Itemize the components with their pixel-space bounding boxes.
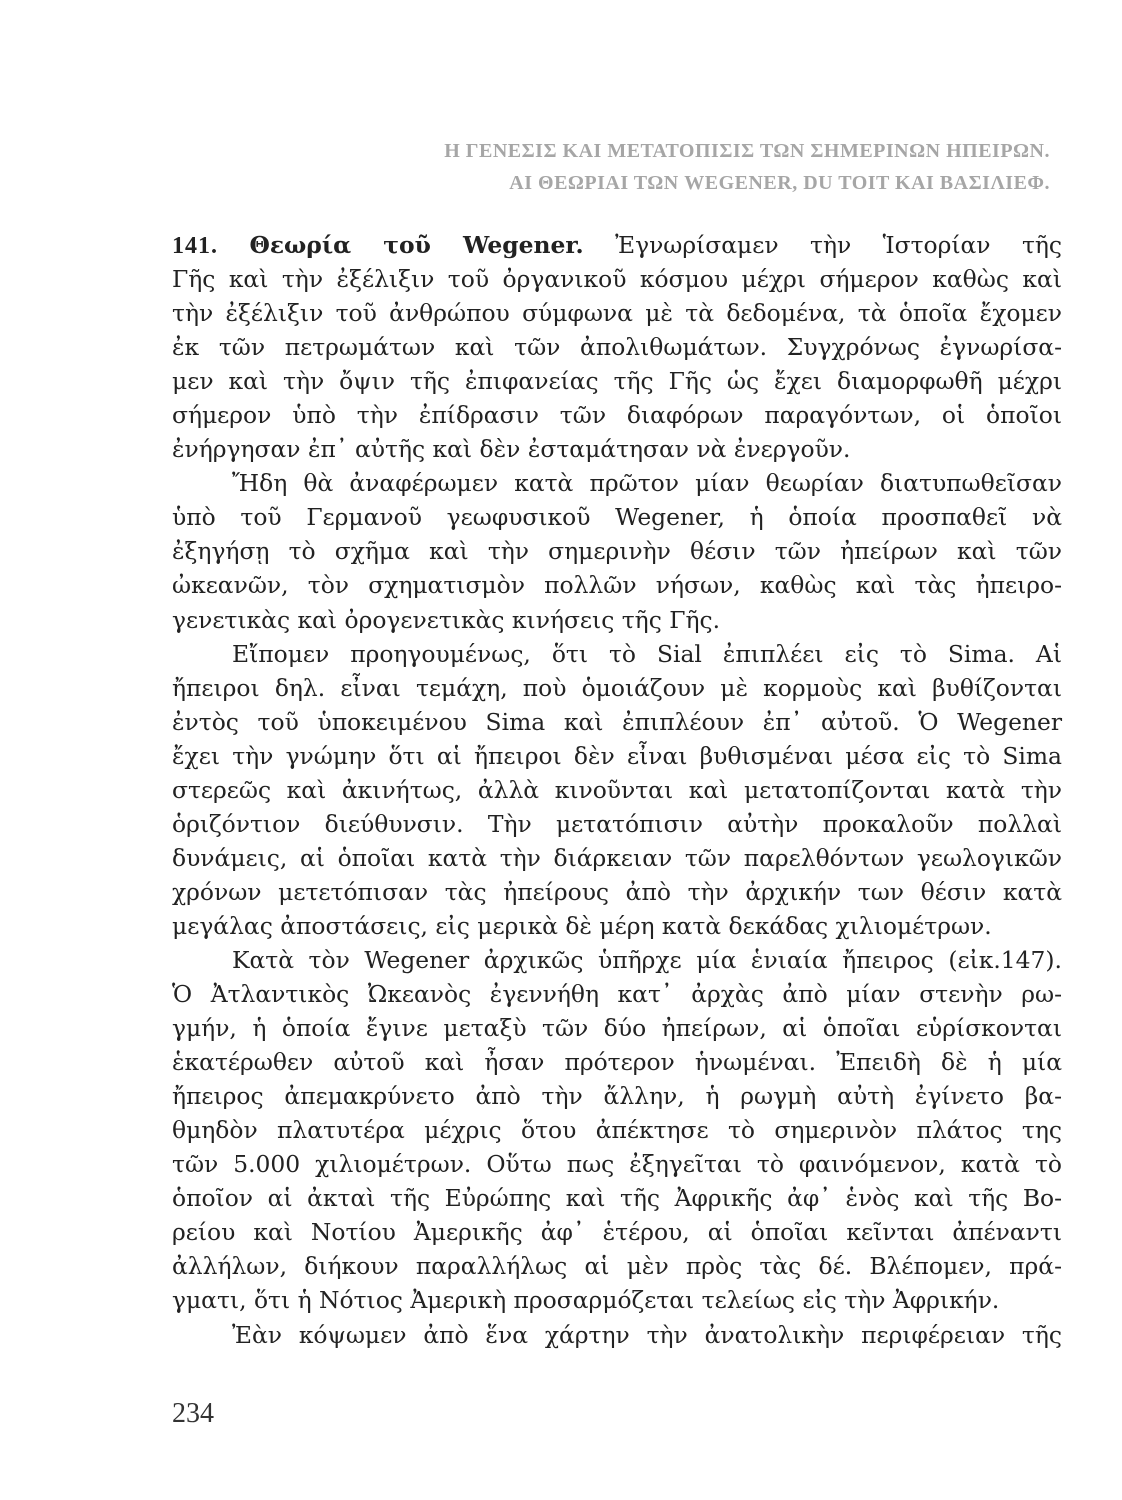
text-line: ἀλλήλων, διήκουν παραλλήλως αἱ μὲν πρὸς τὰς δέ. Βλέπομεν, πρά- (172, 1252, 1062, 1281)
text-line: ὁριζόντιον διεύθυνσιν. Τὴν μετατόπισιν αὐτὴν προκαλοῦν πολλαὶ (172, 809, 1062, 838)
text-line (172, 228, 1062, 262)
text-line: ἐξηγήσῃ τὸ σχῆμα καὶ τὴν σημερινὴν θέσιν τῶν ἠπείρων καὶ τῶν (172, 537, 1062, 566)
chapter-heading-line-1: Η ΓΕΝΕΣΙΣ ΚΑΙ ΜΕΤΑΤΟΠΙΣΙΣ ΤΩΝ ΣΗΜΕΡΙΝΩΝ ΗΠΕΙΡΩΝ. (444, 140, 1050, 162)
text-line: ἐνήργησαν ἐπ᾽ αὐτῆς καὶ δὲν ἐσταμάτησαν νὰ ἐνεργοῦν. (172, 435, 851, 464)
text-line: δυνάμεις, αἱ ὁποῖαι κατὰ τὴν διάρκειαν τῶν παρελθόντων γεωλογικῶν (172, 843, 1062, 872)
page-number: 234 (172, 1398, 214, 1429)
text-line: Εἴπομεν προηγουμένως, ὅτι τὸ Sial ἐπιπλέει εἰς τὸ Sima. Αἱ (232, 639, 1062, 668)
text-line: Ὁ Ἀτλαντικὸς Ὠκεανὸς ἐγεννήθη κατ᾽ ἀρχὰς ἀπὸ μίαν στενὴν ρω- (172, 980, 1062, 1009)
text-line: Κατὰ τὸν Wegener ἀρχικῶς ὑπῆρχε μία ἑνιαία ἤπειρος (εἰκ.147). (232, 945, 1062, 974)
text-line: μεγάλας ἀποστάσεις, εἰς μερικὰ δὲ μέρη κατὰ δεκάδας χιλιομέτρων. (172, 911, 992, 940)
text-line: ἐντὸς τοῦ ὑποκειμένου Sima καὶ ἐπιπλέουν ἐπ᾽ αὐτοῦ. Ὁ Wegener (172, 707, 1062, 736)
line-text: Ἐγνωρίσαμεν τὴν Ἱστορίαν τῆς (615, 231, 1063, 259)
text-line: γμήν, ἡ ὁποία ἔγινε μεταξὺ τῶν δύο ἠπείρων, αἱ ὁποῖαι εὑρίσκονται (172, 1014, 1062, 1043)
text-line: ἔχει τὴν γνώμην ὅτι αἱ ἤπειροι δὲν εἶναι βυθισμέναι μέσα εἰς τὸ Sima (172, 741, 1062, 770)
text-line: ἐκ τῶν πετρωμάτων καὶ τῶν ἀπολιθωμάτων. Συγχρόνως ἐγνωρίσα- (172, 333, 1062, 362)
text-line: Ἤδη θὰ ἀναφέρωμεν κατὰ πρῶτον μίαν θεωρίαν διατυπωθεῖσαν (232, 469, 1062, 498)
text-line: μεν καὶ τὴν ὄψιν τῆς ἐπιφανείας τῆς Γῆς ὡς ἔχει διαμορφωθῆ μέχρι (172, 367, 1062, 396)
text-line: τὴν ἐξέλιξιν τοῦ ἀνθρώπου σύμφωνα μὲ τὰ δεδομένα, τὰ ὁποῖα ἔχομεν (172, 299, 1062, 328)
text-line: ὁποῖον αἱ ἀκταὶ τῆς Εὐρώπης καὶ τῆς Ἀφρικῆς ἀφ᾽ ἑνὸς καὶ τῆς Βο- (172, 1184, 1062, 1213)
section-number: 141. (172, 233, 218, 259)
text-line: στερεῶς καὶ ἀκινήτως, ἀλλὰ κινοῦνται καὶ μετατοπίζονται κατὰ τὴν (172, 775, 1062, 804)
text-line: ἤπειρος ἀπεμακρύνετο ἀπὸ τὴν ἄλλην, ἡ ρωγμὴ αὐτὴ ἐγίνετο βα- (172, 1082, 1062, 1111)
text-line: γματι, ὅτι ἡ Νότιος Ἀμερικὴ προσαρμόζεται τελείως εἰς τὴν Ἀφρικήν. (172, 1286, 1000, 1315)
text-line: χρόνων μετετόπισαν τὰς ἠπείρους ἀπὸ τὴν ἀρχικήν των θέσιν κατὰ (172, 877, 1062, 906)
text-line: Γῆς καὶ τὴν ἐξέλιξιν τοῦ ὀργανικοῦ κόσμου μέχρι σήμερον καθὼς καὶ (172, 265, 1062, 294)
text-line: τῶν 5.000 χιλιομέτρων. Οὕτω πως ἐξηγεῖται τὸ φαινόμενον, κατὰ τὸ (172, 1150, 1062, 1179)
text-line: ἤπειροι δηλ. εἶναι τεμάχη, ποὺ ὁμοιάζουν μὲ κορμοὺς καὶ βυθίζονται (172, 673, 1062, 702)
text-line: ὠκεανῶν, τὸν σχηματισμὸν πολλῶν νήσων, καθὼς καὶ τὰς ἠπειρο- (172, 571, 1062, 600)
body-text (172, 228, 1062, 1352)
text-line: θμηδὸν πλατυτέρα μέχρις ὅτου ἀπέκτησε τὸ σημερινὸν πλάτος της (172, 1116, 1062, 1145)
text-line: ὑπὸ τοῦ Γερμανοῦ γεωφυσικοῦ Wegener, ἡ ὁποία προσπαθεῖ νὰ (172, 503, 1062, 532)
text-line: γενετικὰς καὶ ὀρογενετικὰς κινήσεις τῆς Γῆς. (172, 605, 721, 634)
chapter-heading-line-2: ΑΙ ΘΕΩΡΙΑΙ ΤΩΝ WEGENER, DU TOIT ΚΑΙ ΒΑΣΙΛΙΕΦ. (509, 172, 1050, 194)
text-line: ρείου καὶ Νοτίου Ἀμερικῆς ἀφ᾽ ἑτέρου, αἱ ὁποῖαι κεῖνται ἀπέναντι (172, 1218, 1062, 1247)
text-line: ἑκατέρωθεν αὐτοῦ καὶ ἦσαν πρότερον ἡνωμέναι. Ἐπειδὴ δὲ ἡ μία (172, 1048, 1062, 1077)
text-line: Ἐὰν κόψωμεν ἀπὸ ἕνα χάρτην τὴν ἀνατολικὴν περιφέρειαν τῆς (232, 1320, 1062, 1349)
text-line: σήμερον ὑπὸ τὴν ἐπίδρασιν τῶν διαφόρων παραγόντων, οἱ ὁποῖοι (172, 401, 1062, 430)
section-title: Θεωρία τοῦ Wegener. (249, 231, 584, 259)
